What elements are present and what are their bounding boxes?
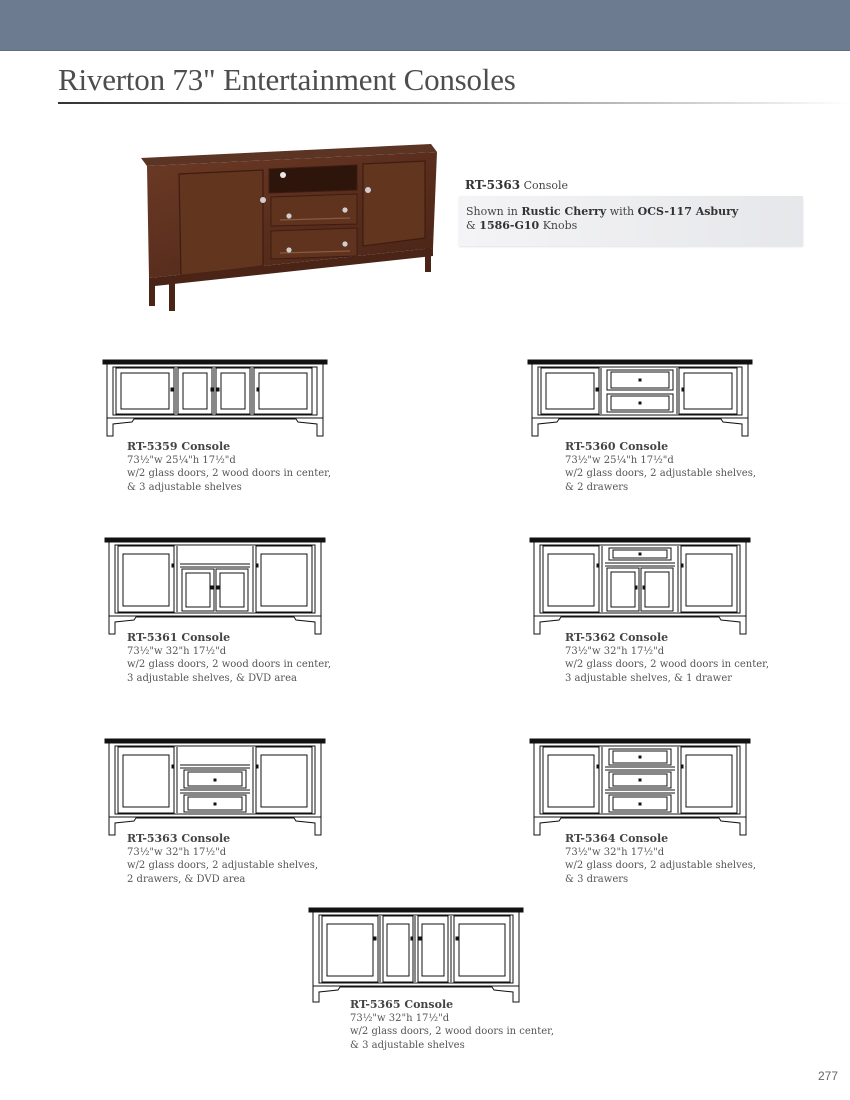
product-name: RT-5363 Console (127, 832, 231, 845)
featured-model-caption (465, 178, 568, 192)
product-description: & 3 adjustable shelves (127, 481, 242, 493)
product-dimensions: 73½"w 32"h 17½"d (350, 1012, 450, 1024)
product-caption-rt-5360 (565, 440, 756, 494)
product-name: RT-5365 Console (350, 998, 454, 1011)
rt-5359-drawing (102, 358, 328, 438)
product-caption-rt-5359 (127, 440, 331, 494)
product-description: w/2 glass doors, 2 wood doors in center, (565, 659, 770, 670)
header-bar (0, 0, 850, 51)
featured-console-photo (135, 138, 445, 313)
featured-model-type: Console (523, 179, 569, 192)
product-name: RT-5364 Console (565, 832, 669, 845)
product-dimensions: 73½"w 25¼"h 17½"d (565, 454, 674, 466)
product-dimensions: 73½"w 32"h 17½"d (565, 645, 665, 657)
product-description: w/2 glass doors, 2 adjustable shelves, (127, 860, 319, 871)
product-caption-rt-5365 (350, 998, 554, 1052)
amp-label: & (466, 219, 476, 232)
product-name: RT-5362 Console (565, 631, 669, 644)
product-caption-rt-5361 (127, 631, 331, 685)
rt-5360-drawing (527, 358, 753, 438)
product-caption-rt-5364 (565, 832, 756, 886)
product-dimensions: 73½"w 25¼"h 17½"d (127, 454, 236, 466)
page-title: Riverton 73" Entertainment Consoles (58, 62, 516, 97)
product-name: RT-5359 Console (127, 440, 231, 453)
rt-5364-drawing (529, 737, 751, 837)
product-description: w/2 glass doors, 2 wood doors in center, (350, 1026, 555, 1037)
product-caption-rt-5363 (127, 832, 318, 886)
knobs-label: Knobs (542, 219, 578, 232)
product-caption-rt-5362 (565, 631, 769, 685)
featured-finish-box (459, 196, 803, 246)
product-description: 3 adjustable shelves, & DVD area (127, 672, 297, 684)
product-description: & 3 adjustable shelves (350, 1039, 465, 1051)
rt-5365-drawing (308, 906, 524, 1004)
product-description: & 3 drawers (565, 873, 629, 885)
product-description: w/2 glass doors, 2 adjustable shelves, (565, 860, 757, 871)
product-dimensions: 73½"w 32"h 17½"d (127, 846, 227, 858)
product-description: w/2 glass doors, 2 adjustable shelves, (565, 468, 757, 479)
product-description: 2 drawers, & DVD area (127, 873, 246, 885)
product-dimensions: 73½"w 32"h 17½"d (127, 645, 227, 657)
shown-in-label: Shown in (466, 205, 518, 218)
product-name: RT-5361 Console (127, 631, 231, 644)
rt-5362-drawing (529, 536, 751, 636)
page-number: 277 (817, 1069, 838, 1083)
product-description: 3 adjustable shelves, & 1 drawer (565, 672, 733, 684)
rt-5361-drawing (104, 536, 326, 636)
rt-5363-drawing (104, 737, 326, 837)
product-description: w/2 glass doors, 2 wood doors in center, (127, 468, 332, 479)
product-name: RT-5360 Console (565, 440, 669, 453)
with-label: with (609, 205, 635, 218)
knobs-code: 1586-G10 (479, 219, 540, 232)
product-dimensions: 73½"w 32"h 17½"d (565, 846, 665, 858)
product-description: w/2 glass doors, 2 wood doors in center, (127, 659, 332, 670)
product-description: & 2 drawers (565, 481, 629, 493)
title-divider (58, 102, 850, 104)
hardware-name: OCS-117 Asbury (637, 205, 739, 218)
finish-name: Rustic Cherry (521, 205, 607, 218)
featured-model-number: RT-5363 (465, 178, 521, 192)
